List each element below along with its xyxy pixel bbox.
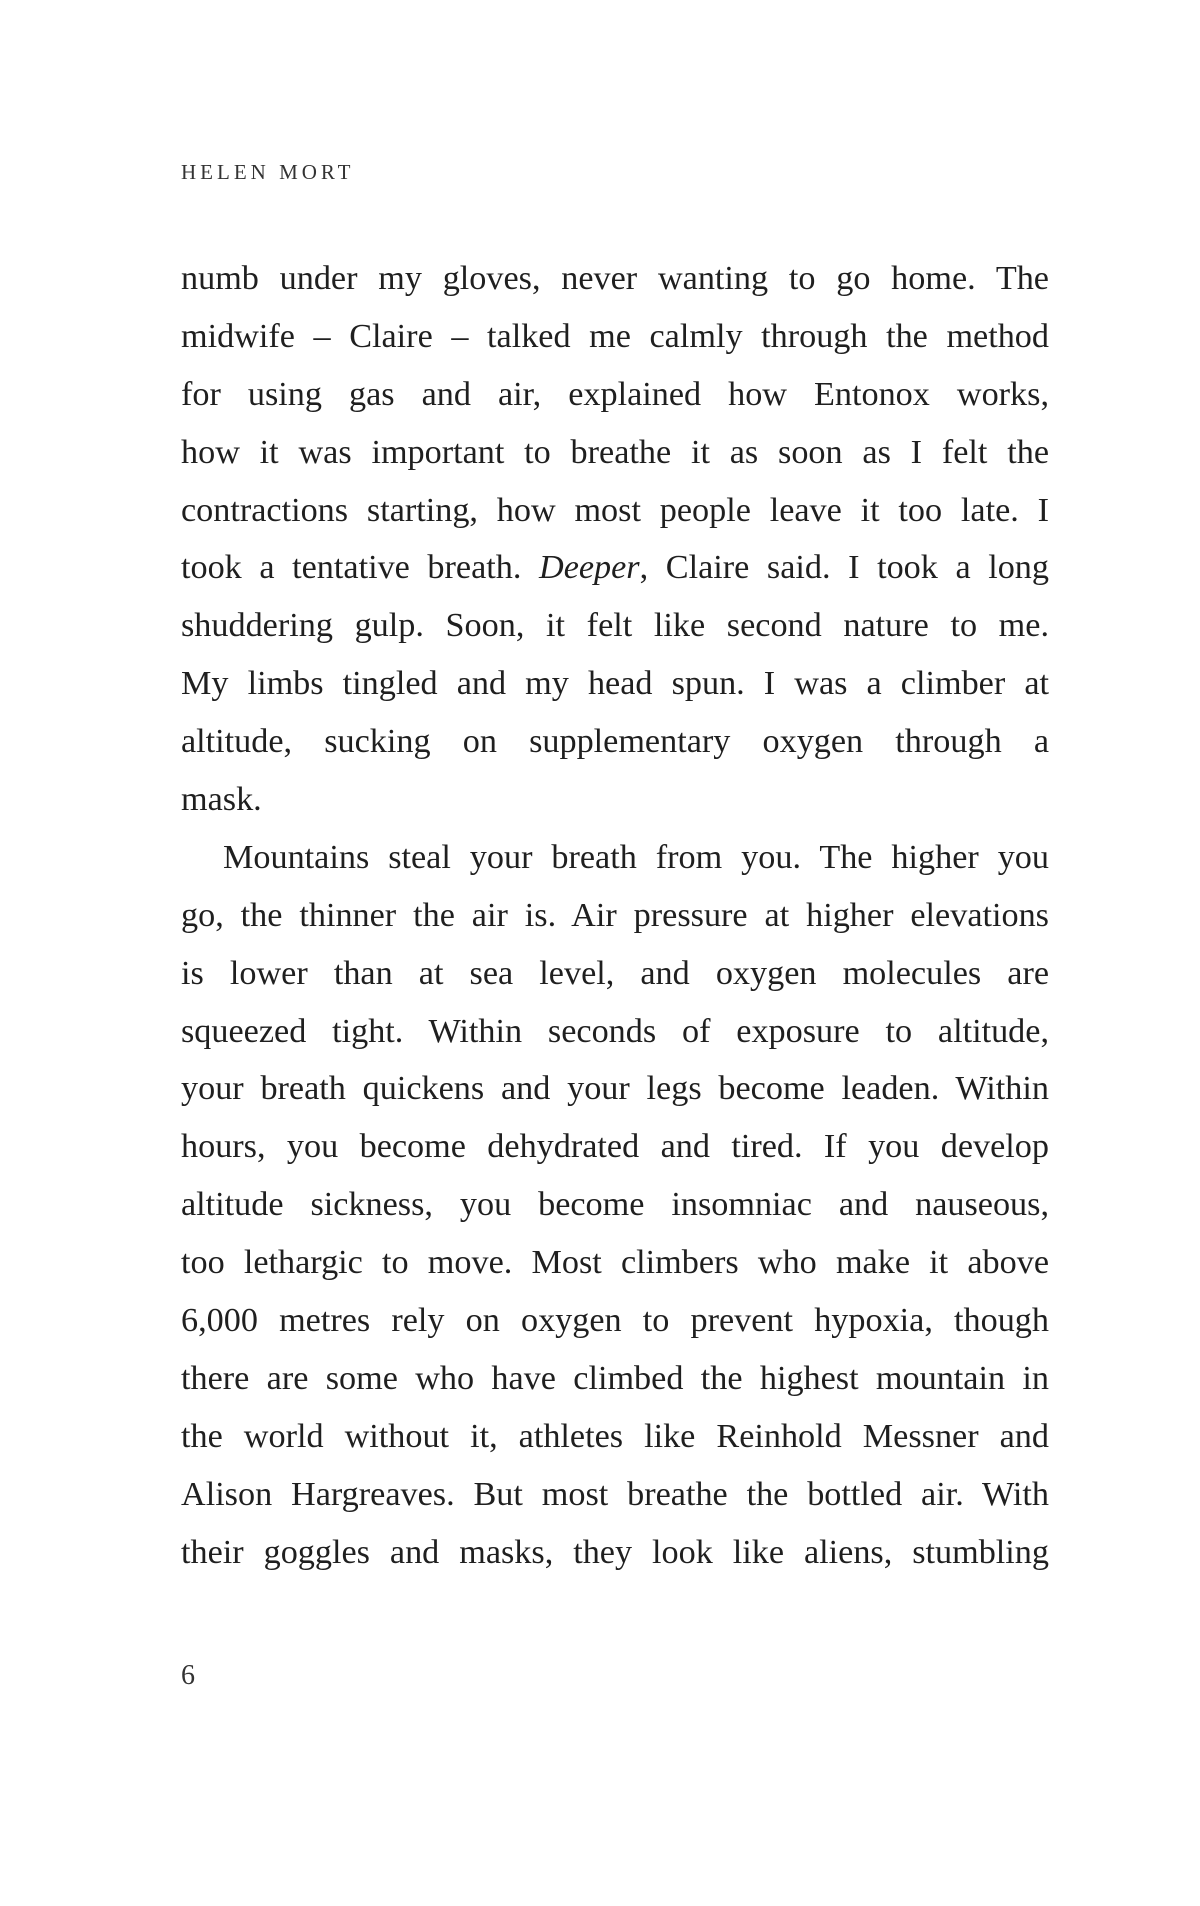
text-line: took a tentative breath. Deeper, Claire said. I took a long [181,549,1049,587]
text-line: mask. [181,781,262,819]
paragraph-1 [181,250,1049,829]
body-text [181,250,1049,1581]
paragraph-2 [181,829,1049,1582]
text-line: the world without it, athletes like Reinhold Messner and [181,1417,1049,1455]
text-line: hours, you become dehydrated and tired. If you develop [181,1128,1049,1166]
text-line: contractions starting, how most people leave it too late. I [181,491,1049,529]
text-line: go, the thinner the air is. Air pressure at higher elevations [181,896,1049,934]
text-line: their goggles and masks, they look like aliens, stumbling [181,1533,1049,1571]
text-line: too lethargic to move. Most climbers who make it above [181,1244,1049,1282]
text-line: altitude sickness, you become insomniac and nauseous, [181,1186,1049,1224]
italic-word: Deeper [539,549,640,587]
text-line: your breath quickens and your legs become leaden. Within [181,1070,1049,1108]
text-line: midwife – Claire – talked me calmly through the method [181,317,1049,355]
text-line: is lower than at sea level, and oxygen molecules are [181,954,1049,992]
text-line: how it was important to breathe it as soon as I felt the [181,433,1049,471]
text-line: Mountains steal your breath from you. The higher you [223,838,1049,876]
text-line: Alison Hargreaves. But most breathe the bottled air. With [181,1475,1049,1513]
text-line: numb under my gloves, never wanting to go home. The [181,260,1049,297]
text-line: shuddering gulp. Soon, it felt like second nature to me. [181,607,1049,645]
text-line: there are some who have climbed the highest mountain in [181,1359,1049,1397]
text-line: altitude, sucking on supplementary oxygen through a [181,723,1049,761]
text-line: for using gas and air, explained how Entonox works, [181,375,1049,413]
text-line: 6,000 metres rely on oxygen to prevent hypoxia, though [181,1302,1049,1340]
text-line: squeezed tight. Within seconds of exposure to altitude, [181,1012,1049,1050]
running-head: HELEN MORT [181,160,355,184]
text-line: My limbs tingled and my head spun. I was a climber at [181,665,1049,703]
page-number: 6 [181,1660,195,1691]
